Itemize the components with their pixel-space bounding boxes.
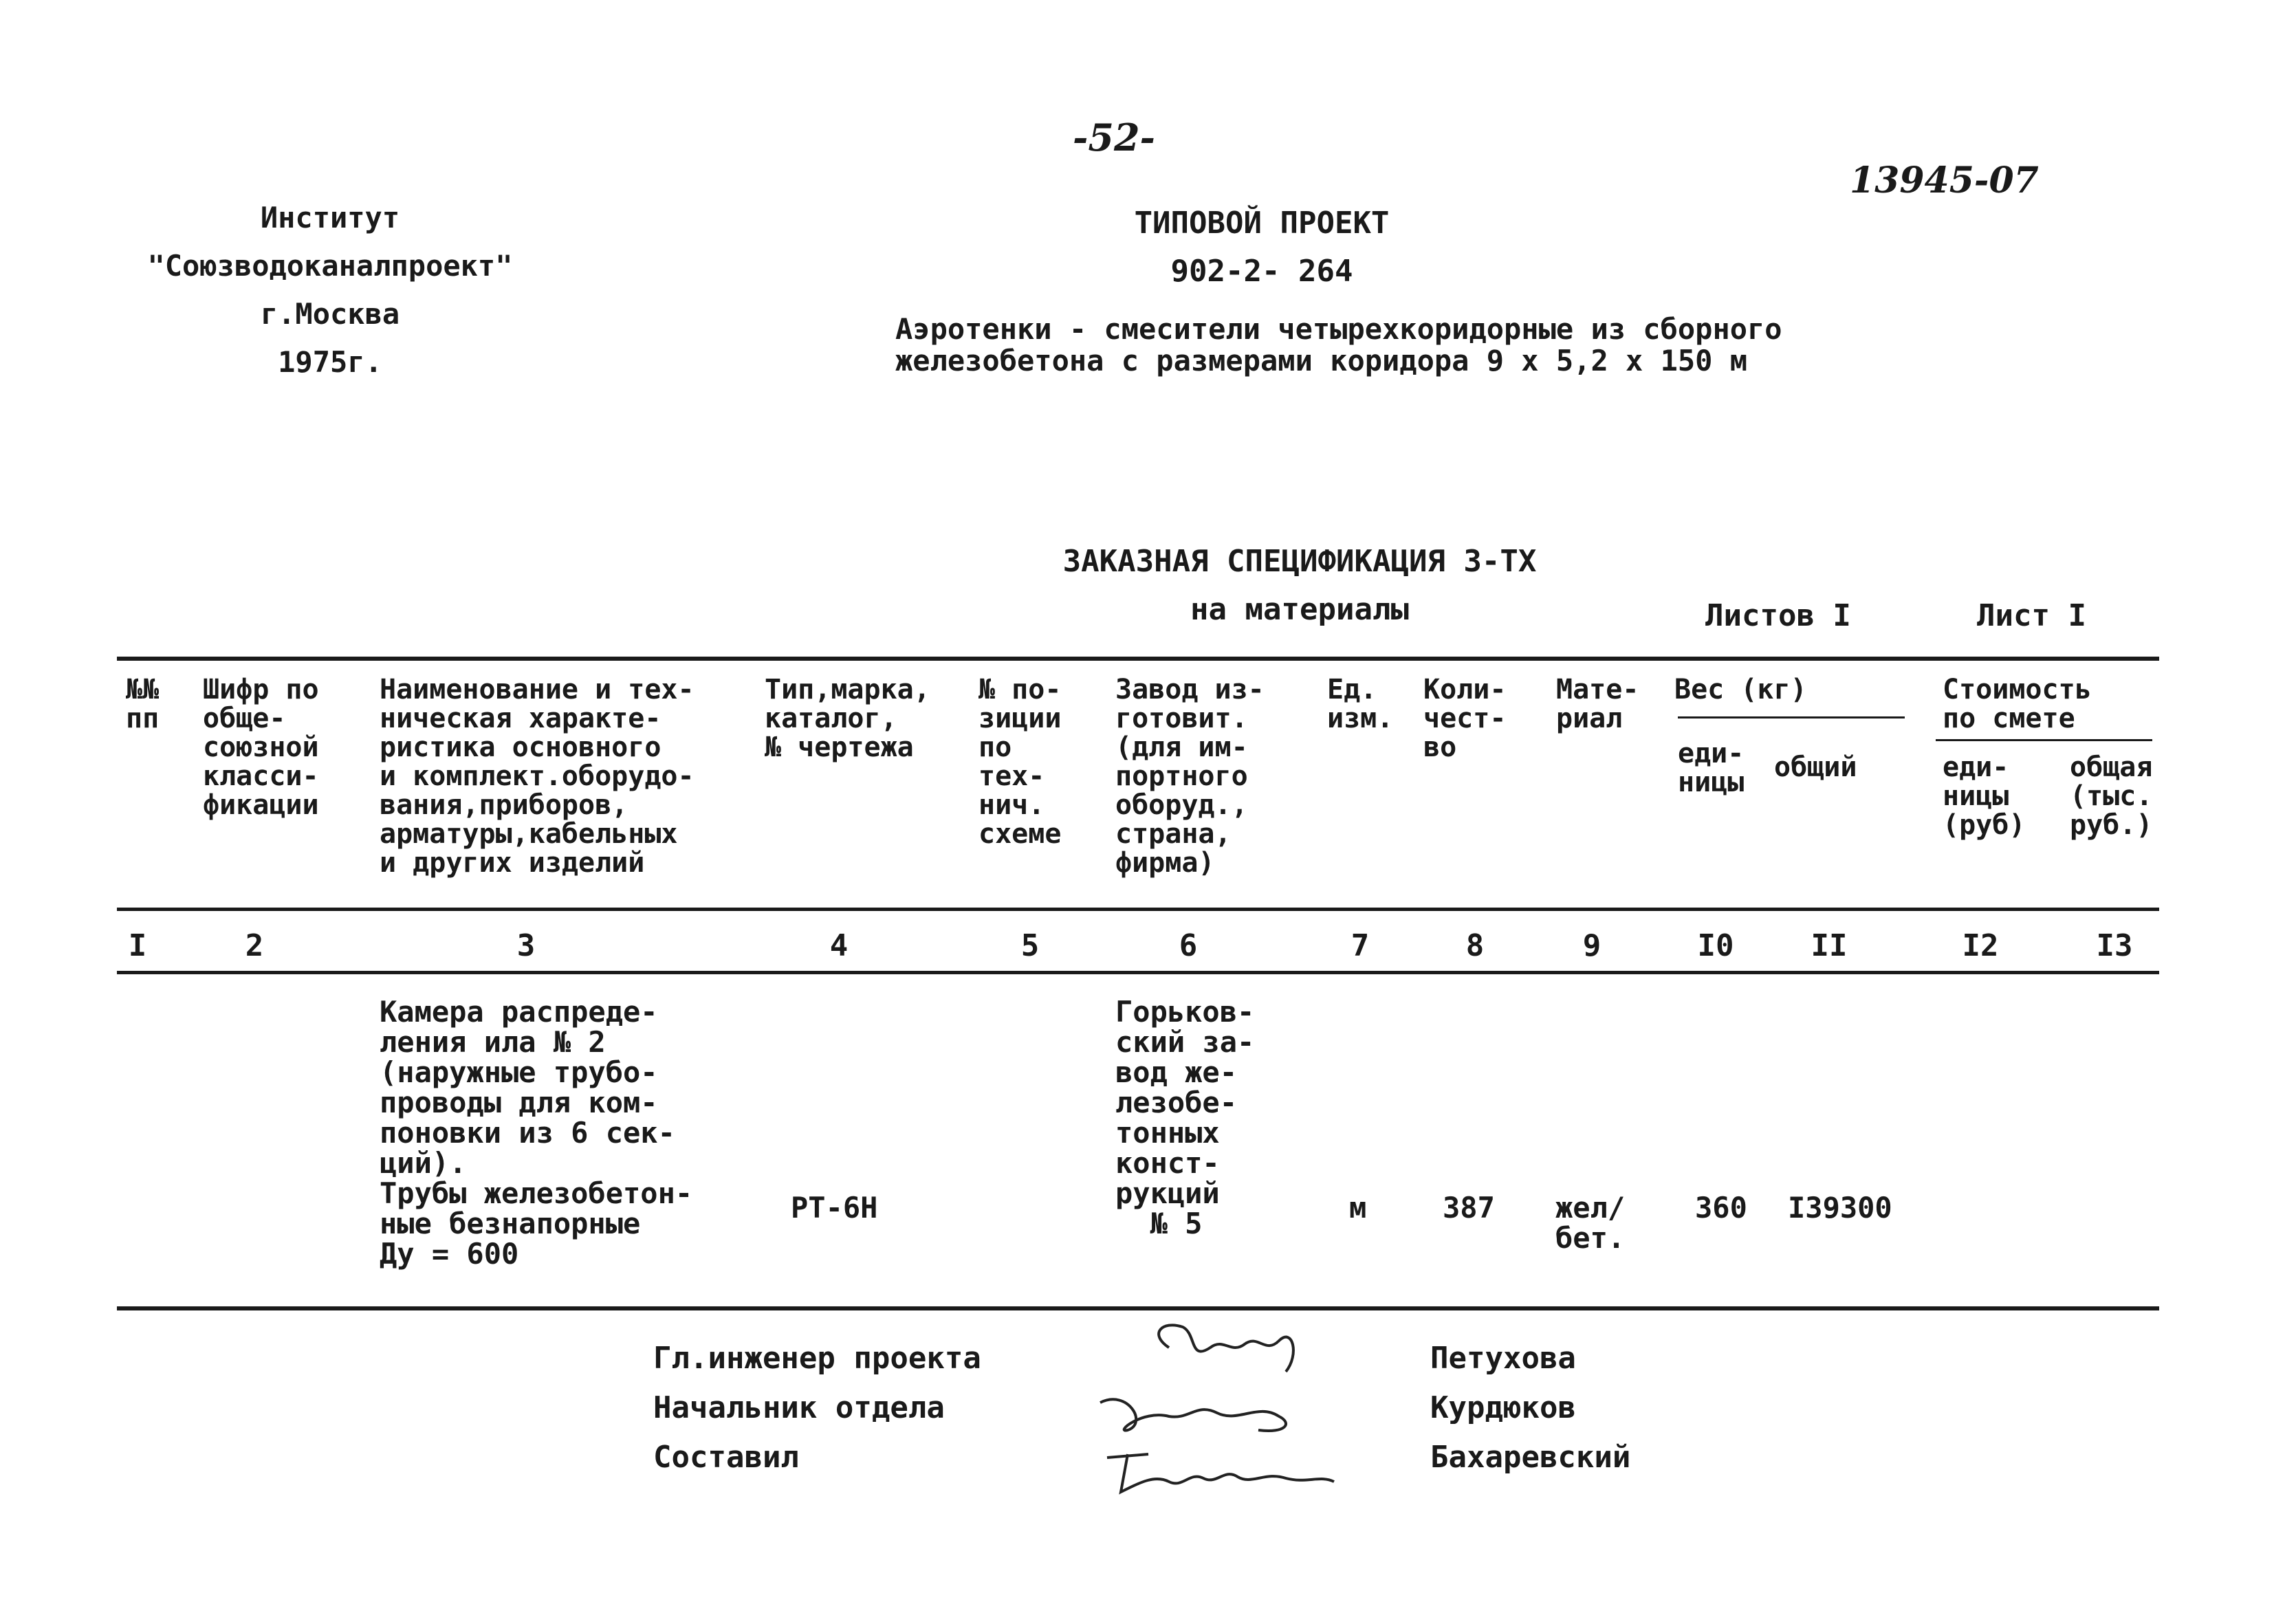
col-number-8: 8 [1465, 928, 1485, 963]
header-number: №№ пп [126, 674, 160, 734]
institute-year: 1975г. [278, 345, 382, 379]
institute-org: "Союзводоканалпроект" [147, 249, 513, 283]
col-number-10: I0 [1697, 928, 1734, 963]
col-number-1: I [128, 928, 147, 963]
project-title-block [1073, 199, 1451, 296]
row-type: РТ-6Н [791, 1191, 878, 1225]
header-weight-unit: еди- ницы [1678, 738, 1745, 798]
row-unit: м [1349, 1191, 1367, 1225]
header-item-name: Наименование и тех- ническая характе- ристика основного и комплект.оборудо- вания,приборов, арматуры,кабельных и других изделий [380, 674, 695, 879]
col-number-4: 4 [829, 928, 849, 963]
name-chief-engineer: Петухова [1430, 1341, 1576, 1376]
signature-3 [1107, 1454, 1334, 1492]
col-number-2: 2 [245, 928, 264, 963]
spec-title-block [990, 538, 1609, 634]
row-quantity: 387 [1443, 1191, 1495, 1225]
institute-block [110, 194, 550, 386]
sheets-count: Листов I [1705, 598, 1851, 633]
col-number-9: 9 [1582, 928, 1601, 963]
project-description-line-1: Аэротенки - смесители четырехкоридорные из сборного [895, 312, 1782, 346]
project-description [895, 314, 1782, 377]
header-bottom-rule [117, 908, 2159, 911]
role-chief-engineer: Гл.инженер проекта [653, 1341, 981, 1376]
cost-subrule [1936, 739, 2152, 741]
header-cost-unit: еди- ницы (руб) [1943, 751, 2026, 841]
name-department-head: Курдюков [1430, 1390, 1576, 1425]
row-weight-total: I39300 [1788, 1191, 1892, 1225]
project-description-line-2: железобетона с размерами коридора 9 х 5,2 х 150 м [895, 344, 1748, 377]
institute-name: Институт [260, 201, 400, 234]
header-manufacturer: Завод из- готовит. (для им- портного оборуд., страна, фирма) [1115, 674, 1265, 879]
numbers-bottom-rule [117, 971, 2159, 974]
footer-names [1430, 1334, 1630, 1482]
footer-roles [653, 1334, 981, 1482]
header-quantity: Коли- чест- во [1423, 674, 1507, 763]
table-top-rule [117, 657, 2159, 661]
name-compiler: Бахаревский [1430, 1440, 1631, 1475]
page-number: -52- [1073, 116, 1155, 160]
header-weight-total: общий [1774, 751, 1857, 783]
handwritten-code: 13945-07 [1850, 160, 2039, 201]
header-material: Мате- риал [1556, 674, 1639, 734]
sheet-number: Лист I [1977, 598, 2086, 633]
project-code: 902-2- 264 [1170, 254, 1353, 289]
spec-title: ЗАКАЗНАЯ СПЕЦИФИКАЦИЯ 3-ТХ [1062, 544, 1537, 579]
col-number-3: 3 [516, 928, 536, 963]
header-position: № по- зиции по тех- нич. схеме [979, 674, 1062, 850]
header-type-brand: Тип,марка, каталог, № чертежа [765, 674, 930, 763]
role-compiler: Составил [653, 1440, 799, 1475]
weight-subrule [1678, 716, 1905, 718]
header-unit: Ед. изм. [1327, 674, 1394, 734]
project-title: ТИПОВОЙ ПРОЕКТ [1134, 206, 1390, 241]
col-number-13: I3 [2096, 928, 2133, 963]
row-manufacturer: Горьков- ский за- вод же- лезобе- тонных конст- рукций № 5 [1115, 995, 1255, 1240]
header-weight: Вес (кг) [1674, 674, 1807, 705]
col-number-6: 6 [1179, 928, 1198, 963]
role-department-head: Начальник отдела [653, 1390, 945, 1425]
spec-subtitle: на материалы [1190, 592, 1409, 627]
col-number-5: 5 [1020, 928, 1040, 963]
row-item-name: Камера распреде- ления ила № 2 (наружные трубо- проводы для ком- поновки из 6 сек- ций). Трубы железобетон- ные безнапорные Ду = 600 [380, 995, 693, 1271]
header-cost-total: общая (тыс. руб.) [2070, 751, 2153, 841]
signatures [1086, 1306, 1375, 1526]
col-number-7: 7 [1351, 928, 1370, 963]
row-material: жел/ бет. [1555, 1191, 1626, 1255]
signature-1 [1159, 1325, 1293, 1372]
col-number-11: II [1811, 928, 1848, 963]
row-weight-unit: 360 [1695, 1191, 1747, 1225]
header-classification-code: Шифр по обще- союзной класси- фикации [203, 674, 319, 821]
header-cost: Стоимость по смете [1943, 674, 2092, 734]
col-number-12: I2 [1962, 928, 1999, 963]
signature-2 [1100, 1399, 1286, 1431]
institute-city: г.Москва [260, 297, 400, 331]
